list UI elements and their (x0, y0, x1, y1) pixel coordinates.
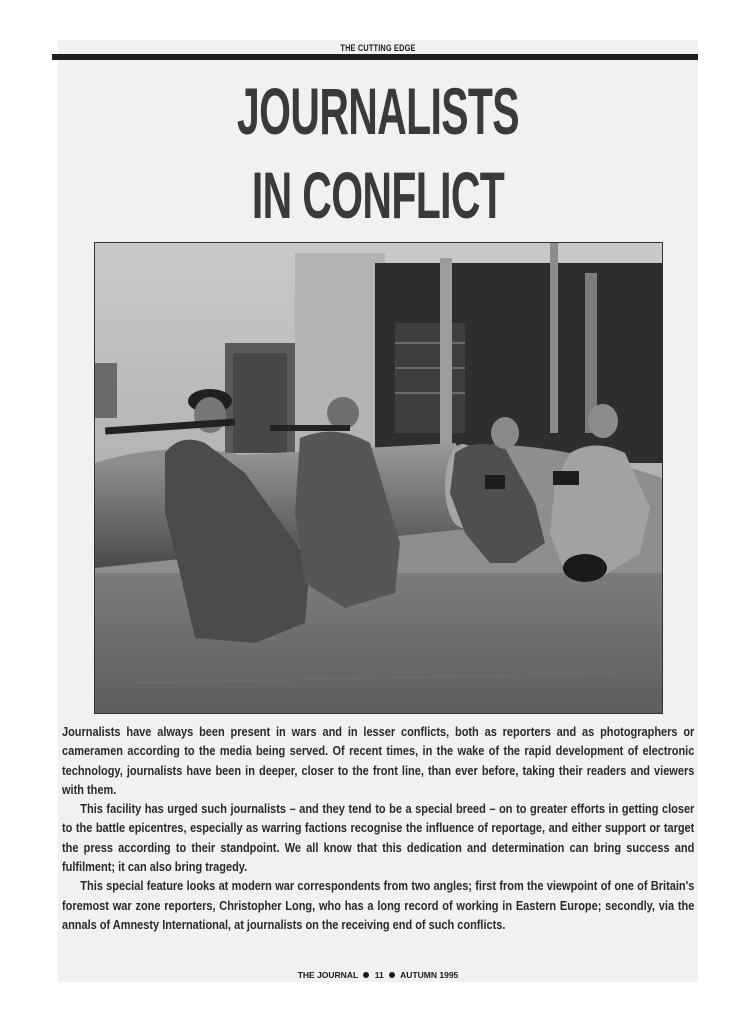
helmet (563, 554, 607, 582)
footer-publication: THE JOURNAL (297, 970, 358, 980)
bullet-dot-icon (363, 972, 369, 978)
footer-page-number: 11 (374, 970, 384, 980)
headline-line-1: JOURNALISTS (237, 74, 519, 148)
feature-photo (94, 242, 663, 714)
paragraph-3: This special feature looks at modern war correspondents from two angles; first from the viewpoint of one of Britain's foremost war zone reporters, Christopher Long, who has a long record of working in Eastern Europe; secondly, via the annals of Amnesty International, at journalists on the receiving end of such conflicts. (62, 878, 695, 932)
headline-line-2: IN CONFLICT (251, 158, 505, 232)
bullet-dot-icon (389, 972, 395, 978)
footer-issue: AUTUMN 1995 (400, 970, 459, 980)
header-rule (52, 54, 698, 60)
paragraph-1: Journalists have always been present in wars and in lesser conflicts, both as reporters and as photographers or cameramen according to the media being served. Of recent times, in the wake of the rapid development of electronic technology, journalists have been in deeper, closer to the front line, than ever before, taking their readers and viewers with them. (62, 724, 695, 797)
paragraph-2: This facility has urged such journalists – and they tend to be a special breed – on to greater efforts in getting closer to the battle epicentres, especially as warring factions recognise the influence of reportage, and either support or target the press according to their standpoint. We all know that this dedication and determination can bring success and fulfilment; it can also bring tragedy. (62, 801, 695, 875)
article-body (62, 722, 694, 934)
window (95, 363, 117, 418)
photo-illustration (95, 243, 662, 713)
page-footer (58, 970, 698, 980)
magazine-page (58, 40, 698, 982)
running-head: THE CUTTING EDGE (340, 43, 416, 53)
